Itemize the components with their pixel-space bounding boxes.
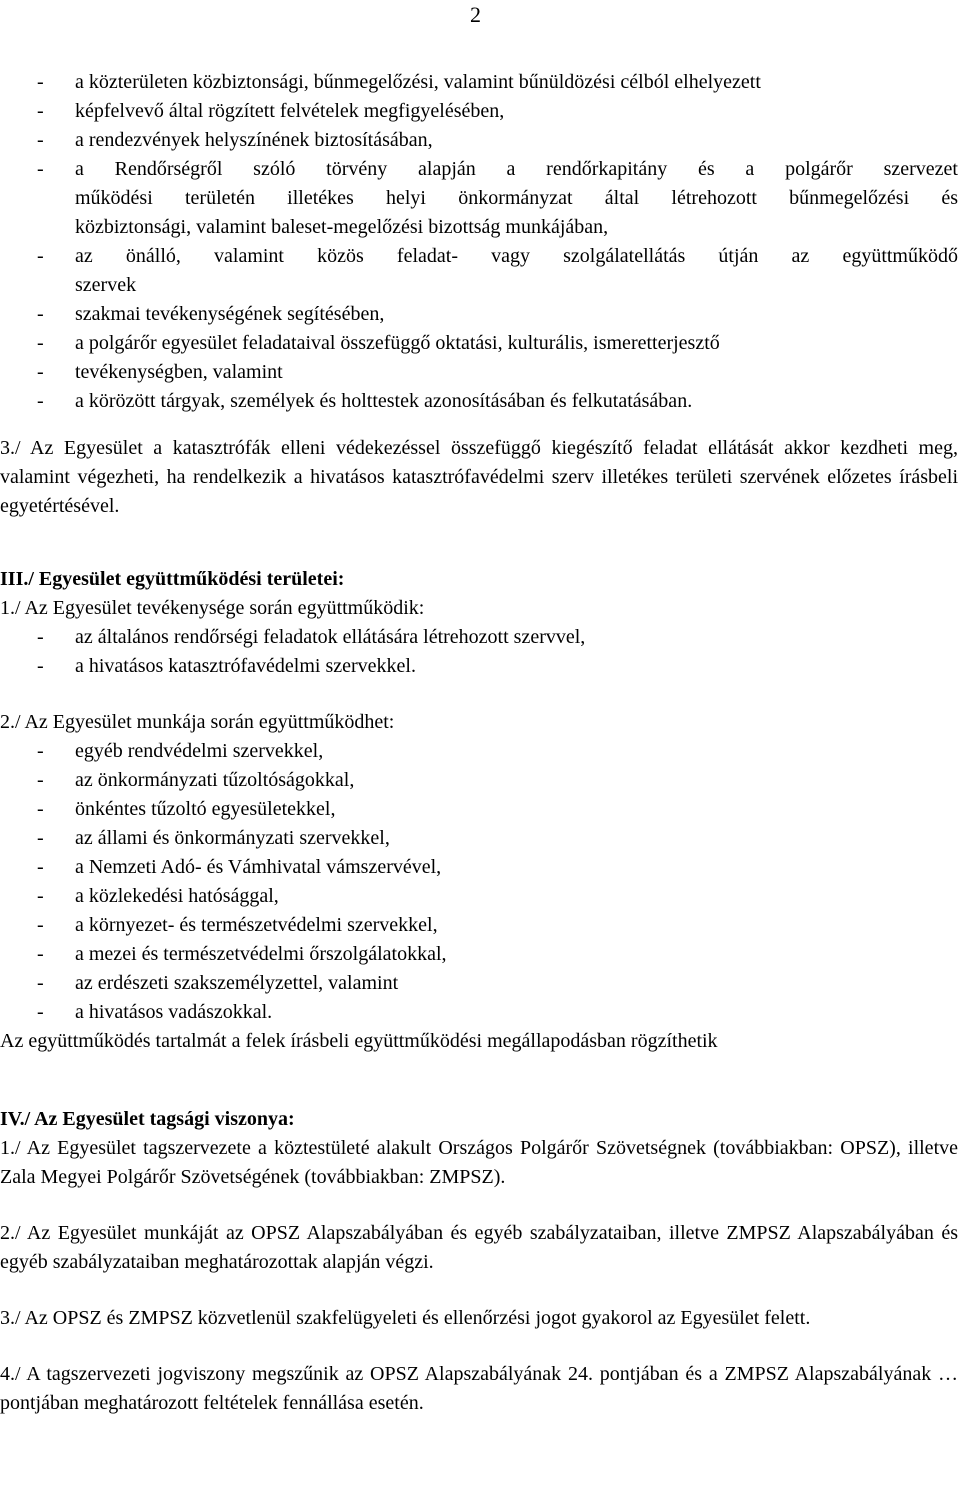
list-item-text: egyéb rendvédelmi szervekkel, <box>75 740 324 762</box>
list-dash: - <box>37 100 44 122</box>
list-item-text: a Nemzeti Adó- és Vámhivatal vámszervével, <box>75 856 442 878</box>
section4-paragraph-3: 3./ Az OPSZ és ZMPSZ közvetlenül szakfelügyeleti és ellenőrzési jogot gyakorol az Egyesület felett. <box>0 1307 811 1329</box>
list-item <box>0 329 958 358</box>
list-dash: - <box>37 943 44 965</box>
list-item-text: az állami és önkormányzati szervekkel, <box>75 827 390 849</box>
list-dash: - <box>37 914 44 936</box>
list-dash: - <box>37 158 44 180</box>
list-item-text: a mezei és természetvédelmi őrszolgálatokkal, <box>75 943 447 965</box>
list-item <box>0 97 958 126</box>
list-dash: - <box>37 1001 44 1023</box>
list-item <box>0 766 958 795</box>
list-item-continuation: működési területén illetékes helyi önkormányzat által létrehozott bűnmegelőzési és <box>75 187 958 209</box>
list-dash: - <box>37 827 44 849</box>
list-dash: - <box>37 71 44 93</box>
list-dash: - <box>37 856 44 878</box>
list-item-text: a közlekedési hatósággal, <box>75 885 279 907</box>
list-item <box>0 387 958 416</box>
list-item-text: az önálló, valamint közös feladat- vagy szolgálatellátás útján az együttműködő <box>75 245 958 267</box>
section4-paragraph-4: 4./ A tagszervezeti jogviszony megszűnik az OPSZ Alapszabályának 24. pontjában és a ZMPSZ Alapszabályának … pontjában meghatározott feltételek fennállása esetén. <box>0 1363 958 1414</box>
list-dash: - <box>37 303 44 325</box>
list-item <box>0 882 958 911</box>
list-item <box>0 300 958 329</box>
list-item-text: képfelvevő által rögzített felvételek megfigyelésében, <box>75 100 505 122</box>
list-item <box>0 242 958 271</box>
list-dash: - <box>37 245 44 267</box>
section4-paragraph-1: 1./ Az Egyesület tagszervezete a köztestületé alakult Országos Polgárőr Szövetségnek (továbbiakban: OPSZ), illetve Zala Megyei Polgárőr Szövetségének (továbbiakban: ZMPSZ). <box>0 1137 958 1188</box>
list-item-text: az általános rendőrségi feladatok ellátására létrehozott szervvel, <box>75 626 586 648</box>
list-item-text: szakmai tevékenységének segítésében, <box>75 303 385 325</box>
list-dash: - <box>37 361 44 383</box>
section3-paragraph-2: 2./ Az Egyesület munkája során együttműködhet: <box>0 711 395 733</box>
list-dash: - <box>37 655 44 677</box>
document-body <box>0 68 958 1418</box>
section-heading-iii: III./ Egyesület együttműködési területei: <box>0 568 345 590</box>
list-dash: - <box>37 740 44 762</box>
list-item <box>0 155 958 184</box>
list-item-text: a polgárőr egyesület feladataival összefüggő oktatási, kulturális, ismeretterjesztő <box>75 332 720 354</box>
list-item <box>0 969 958 998</box>
list-item-text: a környezet- és természetvédelmi szervekkel, <box>75 914 438 936</box>
list-dash: - <box>37 769 44 791</box>
section3-paragraph-1: 1./ Az Egyesület tevékenysége során együttműködik: <box>0 597 425 619</box>
list-dash: - <box>37 798 44 820</box>
list-item <box>0 126 958 155</box>
section-heading-iv: IV./ Az Egyesület tagsági viszonya: <box>0 1108 295 1130</box>
list-item <box>0 358 958 387</box>
list-item-text: a közterületen közbiztonsági, bűnmegelőzési, valamint bűnüldözési célból elhelyezett <box>75 71 761 93</box>
list-item-text: a hivatásos katasztrófavédelmi szervekkel. <box>75 655 416 677</box>
list-item-text: tevékenységben, valamint <box>75 361 283 383</box>
list-item-text: önkéntes tűzoltó egyesületekkel, <box>75 798 336 820</box>
page-number: 2 <box>470 2 481 27</box>
paragraph-3: 3./ Az Egyesület a katasztrófák elleni védekezéssel összefüggő kiegészítő feladat ellátását akkor kezdheti meg, valamint végezheti, ha rendelkezik a hivatásos katasztrófavédelmi szerv illetékes területi szervének előzetes írásbeli egyetértésével. <box>0 437 958 517</box>
list-item-continuation: szervek <box>75 274 137 296</box>
list-item-continuation: közbiztonsági, valamint baleset-megelőzési bizottság munkájában, <box>75 216 609 238</box>
list-item-text: a rendezvények helyszínének biztosításában, <box>75 129 433 151</box>
list-dash: - <box>37 390 44 412</box>
list-item <box>0 824 958 853</box>
list-dash: - <box>37 129 44 151</box>
list-dash: - <box>37 972 44 994</box>
list-item <box>0 795 958 824</box>
list-dash: - <box>37 626 44 648</box>
list-item <box>0 853 958 882</box>
list-item-text: a körözött tárgyak, személyek és holttestek azonosításában és felkutatásában. <box>75 390 693 412</box>
list-item <box>0 940 958 969</box>
list-item <box>0 652 958 681</box>
list-item-text: az önkormányzati tűzoltóságokkal, <box>75 769 355 791</box>
list-item <box>0 623 958 652</box>
list-dash: - <box>37 885 44 907</box>
list-item <box>0 737 958 766</box>
list-item <box>0 911 958 940</box>
section3-closing: Az együttműködés tartalmát a felek írásbeli együttműködési megállapodásban rögzíthetik <box>0 1030 718 1052</box>
list-item <box>0 68 958 97</box>
list-item-text: az erdészeti szakszemélyzettel, valamint <box>75 972 399 994</box>
list-item-text: a hivatásos vadászokkal. <box>75 1001 273 1023</box>
section4-paragraph-2: 2./ Az Egyesület munkáját az OPSZ Alapszabályában és egyéb szabályzataiban, illetve ZMPSZ Alapszabályában és egyéb szabályzataiban meghatározottak alapján végzi. <box>0 1222 958 1273</box>
list-item <box>0 998 958 1027</box>
list-dash: - <box>37 332 44 354</box>
list-item-text: a Rendőrségről szóló törvény alapján a rendőrkapitány és a polgárőr szervezet <box>75 158 958 180</box>
